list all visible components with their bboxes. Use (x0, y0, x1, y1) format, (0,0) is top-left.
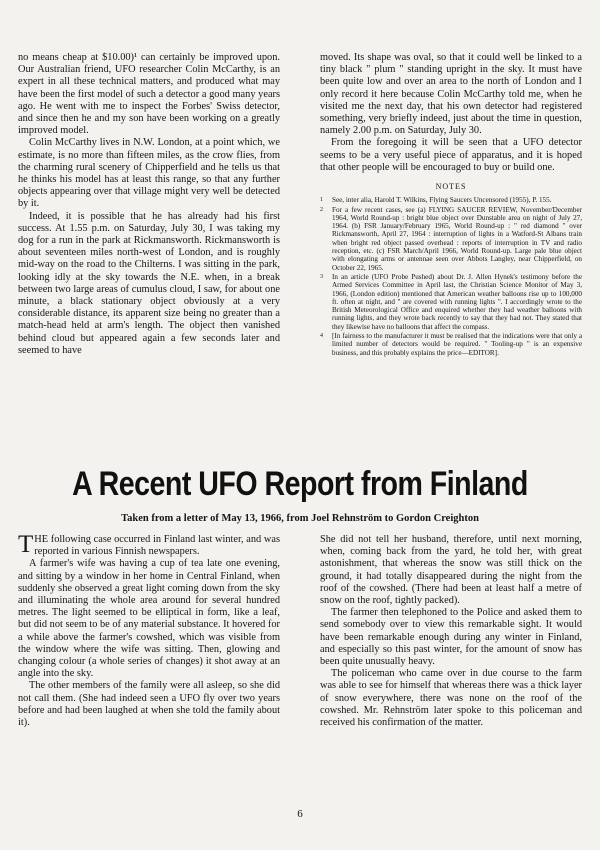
page-number: 6 (297, 808, 303, 820)
body-paragraph: no means cheap at $10.00)¹ can certainly be improved upon. Our Australian friend, UFO researcher Colin McCarthy, is an expert in all these technical matters, and produced what may have been the first model of such a detector a good many years ago. He went with me to inspect the Forbes' Swiss detector, and since then he and my son have been working on a greatly improved model. (18, 52, 280, 137)
body-paragraph: The farmer then telephoned to the Police and asked them to send somebody over to view this remarkable sight. It would have been remarkable enough during any winter in Finland, and especially so this past winter, for the amount of snow has been quite unusually heavy. (320, 607, 582, 668)
opening-text: HE following case occurred in Finland last winter, and was reported in various Finnish newspapers. (34, 534, 280, 558)
body-paragraph: moved. Its shape was oval, so that it could well be linked to a tiny black " plum " standing upright in the sky. It must have been quite low and over an area to the north of London and I only record it here because Colin McCarthy told me, when he visited me the next day, that his own detector had registered something, very briefly indeed, just about the time in question, namely 2.00 p.m. on Saturday, July 30. (320, 52, 582, 137)
footnote (320, 196, 582, 204)
footnote-number: 4 (320, 332, 323, 339)
footnote-text: For a few recent cases, see (a) FLYING SAUCER REVIEW, November/December 1964, World Round-up : bright blue object over Dunstable area on night of July 27, 1964. (b) FSR January/February 1965, World Round-up : " red diamond " over Rickmansworth, April 27, 1964 : interruption of lights in a Watford-St Albans train when bright red object passed overhead : reports of interruption in TV and radio reception, etc. (c) FSR March/April 1966, World Round-up. Large pale blue object with elongating arms or antennae seen over Abbots Langley, near Chipperfield, on October 22, 1965. (332, 205, 582, 272)
body-paragraph: The other members of the family were all asleep, so she did not call them. (She had indeed seen a UFO fly over two years before and had been laughed at when she told the family about it). (18, 680, 280, 729)
footnote-number: 3 (320, 273, 323, 280)
footnote (320, 273, 582, 331)
body-paragraph: Colin McCarthy lives in N.W. London, at a point which, we estimate, is no more than fifteen miles, as the crow flies, from the charming rural scenery of Chipperfield and he tells us that he thinks his model has at least this range, so that any further objects appearing over that village might very well be detected by it. (18, 137, 280, 210)
body-paragraph: From the foregoing it will be seen that a UFO detector seems to be a very useful piece of apparatus, and it is hoped that other people will be encouraged to buy or build one. (320, 137, 582, 173)
body-paragraph: Indeed, it is possible that he has already had his first success. At 1.55 p.m. on Saturday, July 30, I was taking my dog for a run in the park at Rickmansworth. Rickmansworth is about seventeen miles north-west of London, and is roughly mid-way on the road to the Chilterns. I was sitting in the park, looking idly at the sky towards the N.E. when, in a break between two large areas of cumulus cloud, I saw, for about one minute, a black stationary object obviously at a very considerable distance, its apparent size being no greater than a match-head held at arm's length. The object then vanished behind cloud but appeared again a few seconds later and seemed to have (18, 210, 280, 356)
previous-article-right-column (320, 52, 582, 358)
footnote-text: [In fairness to the manufacturer it must be realised that the indications were that only a limited number of detectors would be required. " Tooling-up " is an expensive business, and this probably explains the price—EDITOR]. (332, 331, 582, 357)
drop-cap: T (18, 531, 34, 558)
article-right-column (320, 534, 582, 729)
notes-section (320, 181, 582, 357)
footnote (320, 206, 582, 272)
footnote-text: See, inter alia, Harold T. Wilkins, Flying Saucers Uncensored (1955), P. 155. (332, 196, 552, 205)
footnote-number: 2 (320, 206, 323, 213)
footnote-text: In an article (UFO Probe Pushed) about Dr. J. Allen Hynek's testimony before the Armed Services Committee in April last, the Christian Science Monitor of May 3, 1966, (London edition) mentioned that American weather balloons rise up to 100,000 ft. often at night, and " are covered with running lights ". I accordingly wrote to the British Meteorological Office and enquired whether they had weather balloons with running lights, and they wrote back recently to say that they had not. They stated that they likewise have no balloons that affect the compass. (332, 272, 582, 331)
body-paragraph: She did not tell her husband, therefore, until next morning, when, coming back from the yard, he told her, with great astonishment, that whereas the snow was still thick on the ground, it had totally disappeared during the night from the roof of the cowshed. (There had been at least half a metre of snow on the roof, tightly packed). (320, 534, 582, 607)
article-left-column (18, 531, 280, 729)
article-title: A Recent UFO Report from Finland (72, 465, 528, 503)
footnote (320, 332, 582, 357)
body-paragraph: The policeman who came over in due course to the farm was able to see for himself that whereas there was a thick layer of snow everywhere, there was none on the roof of the cowshed. Mr. Rehnström later spoke to this policeman and received his confirmation of the matter. (320, 668, 582, 729)
opening-paragraph (18, 531, 280, 558)
footnote-number: 1 (320, 197, 323, 204)
previous-article-left-column (18, 52, 280, 357)
notes-heading: NOTES (435, 182, 467, 192)
article-subtitle: Taken from a letter of May 13, 1966, from Joel Rehnström to Gordon Creighton (121, 513, 479, 524)
body-paragraph: A farmer's wife was having a cup of tea late one evening, and sitting by a window in her home in Central Finland, when suddenly she observed a great light coming down from the sky and illuminating the whole area around for several hundred metres. The light seemed to be elliptical in form, like a leaf, but did not seem to be of any material substance. It hovered for a while above the farmer's cowshed, which was visible from the window where the wife was sitting. Then, glowing and changing colour (a whole series of changes) it shot away at an angle into the sky. (18, 558, 280, 680)
